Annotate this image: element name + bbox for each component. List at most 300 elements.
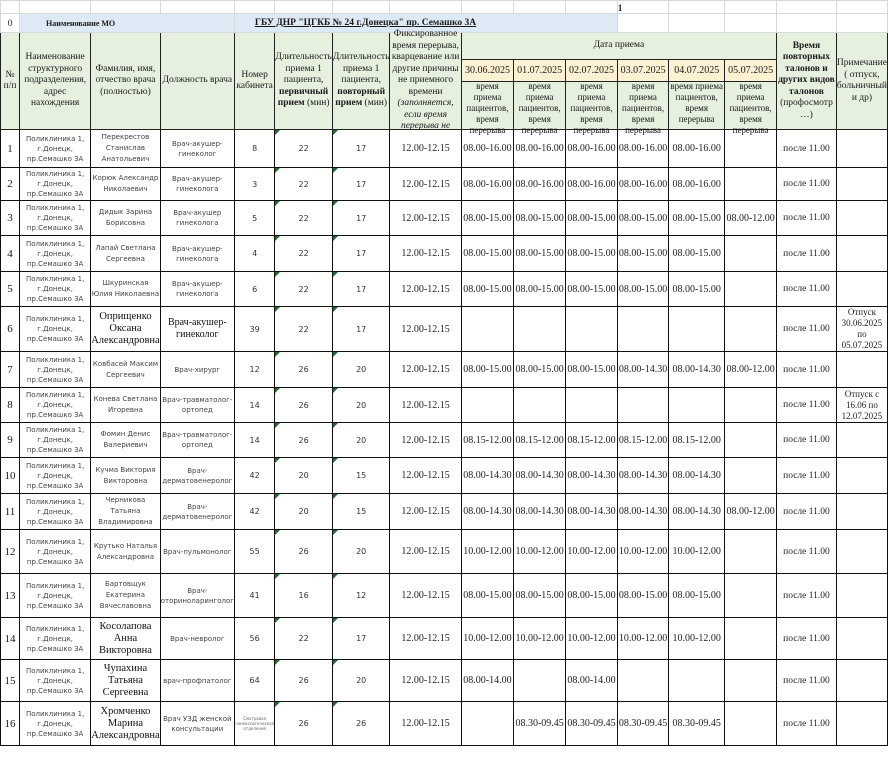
day-schedule-cell[interactable] <box>617 388 668 423</box>
repeat-tickets-cell[interactable]: после 11.00 <box>777 423 837 458</box>
header-primary-duration[interactable] <box>275 33 333 130</box>
day-schedule-cell[interactable]: 08.00-15.00 <box>461 201 513 236</box>
repeat-duration-cell[interactable] <box>332 423 390 458</box>
day-schedule-cell[interactable]: 08.00-15.00 <box>514 272 566 307</box>
day-schedule-cell[interactable]: 08.00-15.00 <box>514 574 566 618</box>
repeat-duration-cell[interactable] <box>332 352 390 388</box>
note-cell[interactable] <box>836 702 887 746</box>
header-date-4[interactable]: 04.07.2025 <box>669 60 725 82</box>
department-cell[interactable]: Поликлиника 1, г.Донецк, пр.Семашко 3А <box>20 458 91 494</box>
day-schedule-cell[interactable]: 10.00-12.00 <box>566 530 618 574</box>
doctor-name-cell[interactable]: Корюк Александр Николаевич <box>91 168 160 201</box>
header-date-3[interactable]: 03.07.2025 <box>617 60 668 82</box>
day-schedule-cell[interactable]: 08.00-14.30 <box>566 494 618 530</box>
day-schedule-cell[interactable]: 08.00-15.00 <box>669 272 725 307</box>
cell[interactable] <box>725 1 777 14</box>
department-cell[interactable]: Поликлиника 1, г.Донецк, пр.Семашко 3А <box>20 423 91 458</box>
header-date-sub-1[interactable] <box>514 80 566 135</box>
department-cell[interactable]: Поликлиника 1, г.Донецк, пр.Семашко 3А <box>20 702 91 746</box>
repeat-tickets-cell[interactable]: после 11.00 <box>777 618 837 660</box>
cell[interactable] <box>1 1 20 14</box>
day-schedule-cell[interactable] <box>514 660 566 702</box>
day-schedule-cell[interactable]: 08.00-16.00 <box>514 168 566 201</box>
header-notes[interactable]: Примечание ( отпуск, больничный и др) <box>836 33 887 130</box>
day-schedule-cell[interactable] <box>725 458 777 494</box>
primary-duration-cell[interactable] <box>275 201 333 236</box>
break-cell[interactable]: 12.00-12.15 <box>390 660 461 702</box>
position-cell[interactable]: Врач-травматолог-ортопед <box>160 423 234 458</box>
day-schedule-cell[interactable]: 08.00-14.30 <box>514 458 566 494</box>
department-cell[interactable]: Поликлиника 1, г.Донецк, пр.Семашко 3А <box>20 236 91 272</box>
break-cell[interactable]: 12.00-12.15 <box>390 423 461 458</box>
row-number[interactable]: 4 <box>1 236 20 272</box>
day-schedule-cell[interactable]: 08.00-16.00 <box>617 130 668 168</box>
day-schedule-cell[interactable]: 08.00-12.00 <box>725 352 777 388</box>
day-schedule-cell[interactable]: 08.30-09.45 <box>617 702 668 746</box>
repeat-tickets-cell[interactable]: после 11.00 <box>777 458 837 494</box>
header-repeat-tickets[interactable] <box>777 33 837 130</box>
note-cell[interactable] <box>836 660 887 702</box>
day-schedule-cell[interactable] <box>566 388 618 423</box>
position-cell[interactable]: Врач-пульмонолог <box>160 530 234 574</box>
note-cell[interactable] <box>836 168 887 201</box>
repeat-tickets-cell[interactable]: после 11.00 <box>777 272 837 307</box>
repeat-duration-cell[interactable] <box>332 494 390 530</box>
department-cell[interactable]: Поликлиника 1, г.Донецк, пр.Семашко 3А <box>20 530 91 574</box>
repeat-duration-cell[interactable] <box>332 307 390 352</box>
cell[interactable] <box>234 1 274 14</box>
break-cell[interactable]: 12.00-12.15 <box>390 168 461 201</box>
repeat-duration-cell[interactable] <box>332 702 390 746</box>
repeat-duration-cell[interactable] <box>332 574 390 618</box>
day-schedule-cell[interactable]: 08.15-12.00 <box>514 423 566 458</box>
header-position[interactable]: Должность врача <box>160 33 234 130</box>
header-room[interactable]: Номер кабинета <box>234 33 274 130</box>
day-schedule-cell[interactable]: 08.00-16.00 <box>669 130 725 168</box>
break-cell[interactable]: 12.00-12.15 <box>390 388 461 423</box>
day-schedule-cell[interactable]: 08.00-15.00 <box>566 352 618 388</box>
day-schedule-cell[interactable] <box>725 660 777 702</box>
note-cell[interactable] <box>836 201 887 236</box>
day-schedule-cell[interactable] <box>669 307 725 352</box>
cell[interactable] <box>20 1 91 14</box>
doctor-name-cell[interactable]: Фомин Денис Валериевич <box>91 423 160 458</box>
repeat-duration-cell[interactable] <box>332 201 390 236</box>
primary-duration-cell[interactable] <box>275 458 333 494</box>
doctor-name-cell[interactable]: Чупахина Татьяна Сергеевна <box>91 660 160 702</box>
break-cell[interactable]: 12.00-12.15 <box>390 307 461 352</box>
primary-duration-cell[interactable] <box>275 236 333 272</box>
doctor-name-cell[interactable]: Бартовщук Екатерина Вячеславовна <box>91 574 160 618</box>
day-schedule-cell[interactable]: 08.00-14.30 <box>617 458 668 494</box>
day-schedule-cell[interactable]: 08.00-15.00 <box>514 352 566 388</box>
position-cell[interactable]: Врач-травматолог-ортопед <box>160 388 234 423</box>
repeat-tickets-cell[interactable]: после 11.00 <box>777 307 837 352</box>
day-schedule-cell[interactable]: 08.00-15.00 <box>617 201 668 236</box>
day-schedule-cell[interactable] <box>725 236 777 272</box>
repeat-duration-cell[interactable] <box>332 130 390 168</box>
doctor-name-cell[interactable]: Оприщенко Оксана Александровна <box>91 307 160 352</box>
day-schedule-cell[interactable]: 08.00-14.30 <box>461 494 513 530</box>
header-date-group[interactable]: Дата приема <box>461 33 776 60</box>
primary-duration-cell[interactable] <box>275 574 333 618</box>
day-schedule-cell[interactable]: 08.00-14.30 <box>617 494 668 530</box>
day-schedule-cell[interactable] <box>461 307 513 352</box>
day-schedule-cell[interactable]: 08.00-15.00 <box>669 236 725 272</box>
note-cell[interactable]: Отпуск с 16.06 по 12.07.2025 <box>836 388 887 423</box>
cell[interactable] <box>777 14 837 33</box>
row-number[interactable]: 2 <box>1 168 20 201</box>
day-schedule-cell[interactable]: 08.30-09.45 <box>514 702 566 746</box>
department-cell[interactable]: Поликлиника 1, г.Донецк, пр.Семашко 3А <box>20 201 91 236</box>
day-schedule-cell[interactable] <box>617 307 668 352</box>
note-cell[interactable] <box>836 272 887 307</box>
department-cell[interactable]: Поликлиника 1, г.Донецк, пр.Семашко 3А <box>20 352 91 388</box>
note-cell[interactable] <box>836 530 887 574</box>
repeat-duration-cell[interactable] <box>332 530 390 574</box>
department-cell[interactable]: Поликлиника 1, г.Донецк, пр.Семашко 3А <box>20 494 91 530</box>
day-schedule-cell[interactable] <box>617 660 668 702</box>
cell[interactable] <box>91 1 160 14</box>
break-cell[interactable]: 12.00-12.15 <box>390 530 461 574</box>
room-cell[interactable]: 5 <box>234 201 274 236</box>
day-schedule-cell[interactable]: 08.00-15.00 <box>617 272 668 307</box>
day-schedule-cell[interactable]: 08.00-15.00 <box>566 574 618 618</box>
room-cell[interactable]: Смотровая гинекологическая отделения <box>234 702 274 746</box>
header-date-sub-2[interactable] <box>566 80 618 135</box>
day-schedule-cell[interactable]: 08.30-09.45 <box>566 702 618 746</box>
cell[interactable] <box>332 1 390 14</box>
day-schedule-cell[interactable]: 08.00-14.30 <box>617 352 668 388</box>
note-cell[interactable] <box>836 236 887 272</box>
cell[interactable] <box>566 1 618 14</box>
day-schedule-cell[interactable]: 08.00-16.00 <box>566 130 618 168</box>
day-schedule-cell[interactable]: 10.00-12.00 <box>514 530 566 574</box>
day-schedule-cell[interactable]: 08.00-14.30 <box>669 352 725 388</box>
row-number[interactable]: 1 <box>1 130 20 168</box>
department-cell[interactable]: Поликлиника 1, г.Донецк, пр.Семашко 3А <box>20 168 91 201</box>
cell[interactable] <box>777 1 837 14</box>
row-number[interactable]: 10 <box>1 458 20 494</box>
day-schedule-cell[interactable]: 08.00-14.00 <box>566 660 618 702</box>
day-schedule-cell[interactable]: 10.00-12.00 <box>566 618 618 660</box>
day-schedule-cell[interactable]: 08.00-15.00 <box>461 272 513 307</box>
primary-duration-cell[interactable] <box>275 272 333 307</box>
day-schedule-cell[interactable] <box>725 423 777 458</box>
day-schedule-cell[interactable]: 08.00-14.30 <box>566 458 618 494</box>
day-schedule-cell[interactable]: 08.00-16.00 <box>461 168 513 201</box>
row-number[interactable]: 11 <box>1 494 20 530</box>
row-number[interactable]: 9 <box>1 423 20 458</box>
cell[interactable] <box>461 1 513 14</box>
day-schedule-cell[interactable]: 08.00-12.00 <box>725 494 777 530</box>
day-schedule-cell[interactable] <box>725 618 777 660</box>
header-date-sub-4[interactable] <box>669 82 725 130</box>
repeat-tickets-cell[interactable]: после 11.00 <box>777 352 837 388</box>
doctor-name-cell[interactable]: Ковбасей Максим Сергеевич <box>91 352 160 388</box>
repeat-tickets-cell[interactable]: после 11.00 <box>777 660 837 702</box>
day-schedule-cell[interactable]: 10.00-12.00 <box>514 618 566 660</box>
room-cell[interactable]: 3 <box>234 168 274 201</box>
repeat-duration-cell[interactable] <box>332 236 390 272</box>
room-cell[interactable]: 4 <box>234 236 274 272</box>
cell[interactable] <box>669 1 725 14</box>
room-cell[interactable]: 8 <box>234 130 274 168</box>
repeat-tickets-cell[interactable]: после 11.00 <box>777 388 837 423</box>
department-cell[interactable]: Поликлиника 1, г.Донецк, пр.Семашко 3А <box>20 660 91 702</box>
header-doctor[interactable]: Фамилия, имя, отчество врача (полностью) <box>91 33 160 130</box>
header-date-2[interactable]: 02.07.2025 <box>566 60 618 82</box>
note-cell[interactable] <box>836 130 887 168</box>
repeat-tickets-cell[interactable]: после 11.00 <box>777 236 837 272</box>
break-cell[interactable]: 12.00-12.15 <box>390 236 461 272</box>
position-cell[interactable]: врач-профпатолог <box>160 660 234 702</box>
day-schedule-cell[interactable] <box>566 307 618 352</box>
day-schedule-cell[interactable] <box>461 388 513 423</box>
position-cell[interactable]: Врач УЗД женской консультации <box>160 702 234 746</box>
position-cell[interactable]: Врач-акушер гинеколога <box>160 201 234 236</box>
break-cell[interactable]: 12.00-12.15 <box>390 201 461 236</box>
doctor-name-cell[interactable]: Косолапова Анна Викторовна <box>91 618 160 660</box>
cell[interactable] <box>617 14 668 33</box>
note-cell[interactable]: Отпуск 30.06.2025 по 05.07.2025 <box>836 307 887 352</box>
day-schedule-cell[interactable] <box>725 272 777 307</box>
room-cell[interactable]: 42 <box>234 494 274 530</box>
note-cell[interactable] <box>836 423 887 458</box>
header-date-sub-3[interactable] <box>617 80 668 135</box>
room-cell[interactable]: 42 <box>234 458 274 494</box>
day-schedule-cell[interactable]: 08.00-15.00 <box>461 236 513 272</box>
top-marker[interactable]: 1 <box>617 1 668 14</box>
cell[interactable] <box>160 1 234 14</box>
row-number[interactable]: 16 <box>1 702 20 746</box>
position-cell[interactable]: Врач-хирург <box>160 352 234 388</box>
header-date-sub-5[interactable] <box>725 80 777 135</box>
position-cell[interactable]: Врач-акушер-гинеколог <box>160 130 234 168</box>
day-schedule-cell[interactable]: 08.00-16.00 <box>669 168 725 201</box>
room-cell[interactable]: 55 <box>234 530 274 574</box>
primary-duration-cell[interactable] <box>275 660 333 702</box>
break-cell[interactable]: 12.00-12.15 <box>390 272 461 307</box>
position-cell[interactable]: Врач-акушер-гинеколога <box>160 272 234 307</box>
repeat-tickets-cell[interactable]: после 11.00 <box>777 574 837 618</box>
primary-duration-cell[interactable] <box>275 352 333 388</box>
header-num[interactable]: № п/п <box>1 33 20 130</box>
repeat-tickets-cell[interactable]: после 11.00 <box>777 530 837 574</box>
day-schedule-cell[interactable]: 10.00-12.00 <box>669 530 725 574</box>
day-schedule-cell[interactable]: 08.00-15.00 <box>566 272 618 307</box>
break-cell[interactable]: 12.00-12.15 <box>390 130 461 168</box>
repeat-duration-cell[interactable] <box>332 458 390 494</box>
repeat-tickets-cell[interactable]: после 11.00 <box>777 168 837 201</box>
row-number[interactable]: 12 <box>1 530 20 574</box>
break-cell[interactable]: 12.00-12.15 <box>390 352 461 388</box>
position-cell[interactable]: Врач-дерматовенеролог <box>160 494 234 530</box>
doctor-name-cell[interactable]: Конева Светлана Игоревна <box>91 388 160 423</box>
day-schedule-cell[interactable]: 08.00-14.30 <box>461 458 513 494</box>
department-cell[interactable]: Поликлиника 1, г.Донецк, пр.Семашко 3А <box>20 388 91 423</box>
day-schedule-cell[interactable]: 08.00-15.00 <box>566 236 618 272</box>
day-schedule-cell[interactable]: 08.15-12.00 <box>617 423 668 458</box>
primary-duration-cell[interactable] <box>275 388 333 423</box>
position-cell[interactable]: Врач-оториноларинголог <box>160 574 234 618</box>
repeat-tickets-cell[interactable]: после 11.00 <box>777 201 837 236</box>
department-cell[interactable]: Поликлиника 1, г.Донецк, пр.Семашко 3А <box>20 618 91 660</box>
doctor-name-cell[interactable]: Шкуринская Юлия Николаевна <box>91 272 160 307</box>
mo-row-number[interactable]: 0 <box>1 14 20 33</box>
day-schedule-cell[interactable]: 08.00-16.00 <box>514 130 566 168</box>
day-schedule-cell[interactable]: 08.15-12.00 <box>461 423 513 458</box>
row-number[interactable]: 5 <box>1 272 20 307</box>
room-cell[interactable]: 14 <box>234 423 274 458</box>
day-schedule-cell[interactable]: 08.00-15.00 <box>617 574 668 618</box>
header-date-sub-0[interactable] <box>461 80 513 135</box>
day-schedule-cell[interactable]: 08.00-15.00 <box>669 201 725 236</box>
day-schedule-cell[interactable] <box>514 307 566 352</box>
mo-label[interactable]: Наименование МО <box>20 14 235 33</box>
primary-duration-cell[interactable] <box>275 618 333 660</box>
day-schedule-cell[interactable] <box>669 660 725 702</box>
day-schedule-cell[interactable]: 10.00-12.00 <box>617 530 668 574</box>
department-cell[interactable]: Поликлиника 1, г.Донецк, пр.Семашко 3А <box>20 130 91 168</box>
day-schedule-cell[interactable]: 08.00-14.30 <box>669 494 725 530</box>
break-cell[interactable]: 12.00-12.15 <box>390 458 461 494</box>
day-schedule-cell[interactable]: 08.00-16.00 <box>566 168 618 201</box>
doctor-name-cell[interactable]: Перекрестов Станислав Анатольевич <box>91 130 160 168</box>
header-break[interactable] <box>390 29 461 131</box>
cell[interactable] <box>836 1 887 14</box>
room-cell[interactable]: 12 <box>234 352 274 388</box>
room-cell[interactable]: 41 <box>234 574 274 618</box>
cell[interactable] <box>725 14 777 33</box>
break-cell[interactable]: 12.00-12.15 <box>390 702 461 746</box>
day-schedule-cell[interactable] <box>725 168 777 201</box>
day-schedule-cell[interactable]: 10.00-12.00 <box>461 618 513 660</box>
header-department[interactable]: Наименование структурного подразделения, адрес нахождения <box>20 33 91 130</box>
header-date-5[interactable]: 05.07.2025 <box>725 60 777 82</box>
department-cell[interactable]: Поликлиника 1, г.Донецк, пр.Семашко 3А <box>20 307 91 352</box>
note-cell[interactable] <box>836 352 887 388</box>
header-date-0[interactable]: 30.06.2025 <box>461 60 513 82</box>
position-cell[interactable]: Врач-акушер-гинеколога <box>160 236 234 272</box>
day-schedule-cell[interactable]: 08.00-15.00 <box>514 236 566 272</box>
primary-duration-cell[interactable] <box>275 530 333 574</box>
day-schedule-cell[interactable]: 08.00-14.30 <box>669 458 725 494</box>
day-schedule-cell[interactable] <box>725 307 777 352</box>
room-cell[interactable]: 14 <box>234 388 274 423</box>
room-cell[interactable]: 56 <box>234 618 274 660</box>
header-date-1[interactable]: 01.07.2025 <box>514 60 566 82</box>
room-cell[interactable]: 39 <box>234 307 274 352</box>
day-schedule-cell[interactable] <box>669 388 725 423</box>
room-cell[interactable]: 64 <box>234 660 274 702</box>
mo-title[interactable]: ГБУ ДНР "ЦГКБ № 24 г.Донецка" пр. Семашко 3А <box>234 14 617 33</box>
day-schedule-cell[interactable]: 08.00-15.00 <box>461 574 513 618</box>
cell[interactable] <box>669 14 725 33</box>
repeat-duration-cell[interactable] <box>332 168 390 201</box>
cell[interactable] <box>275 1 333 14</box>
day-schedule-cell[interactable]: 08.00-12.00 <box>725 201 777 236</box>
day-schedule-cell[interactable]: 08.00-15.00 <box>461 352 513 388</box>
primary-duration-cell[interactable] <box>275 130 333 168</box>
day-schedule-cell[interactable] <box>725 388 777 423</box>
day-schedule-cell[interactable]: 08.00-14.00 <box>461 660 513 702</box>
day-schedule-cell[interactable]: 08.00-15.00 <box>669 574 725 618</box>
doctor-name-cell[interactable]: Черникова Татьяна Владимировна <box>91 494 160 530</box>
note-cell[interactable] <box>836 618 887 660</box>
row-number[interactable]: 3 <box>1 201 20 236</box>
day-schedule-cell[interactable]: 08.30-09.45 <box>669 702 725 746</box>
doctor-name-cell[interactable]: Дидык Зарина Борисовна <box>91 201 160 236</box>
department-cell[interactable]: Поликлиника 1, г.Донецк, пр.Семашко 3А <box>20 272 91 307</box>
day-schedule-cell[interactable] <box>514 388 566 423</box>
day-schedule-cell[interactable] <box>725 530 777 574</box>
room-cell[interactable]: 6 <box>234 272 274 307</box>
position-cell[interactable]: Врач-дерматовенеролог <box>160 458 234 494</box>
cell[interactable] <box>514 1 566 14</box>
department-cell[interactable]: Поликлиника 1, г.Донецк, пр.Семашко 3А <box>20 574 91 618</box>
day-schedule-cell[interactable]: 08.15-12.00 <box>669 423 725 458</box>
repeat-duration-cell[interactable] <box>332 388 390 423</box>
break-cell[interactable]: 12.00-12.15 <box>390 494 461 530</box>
break-cell[interactable]: 12.00-12.15 <box>390 618 461 660</box>
repeat-tickets-cell[interactable]: после 11.00 <box>777 702 837 746</box>
doctor-name-cell[interactable]: Лапай Светлана Сергеевна <box>91 236 160 272</box>
day-schedule-cell[interactable]: 08.00-15.00 <box>514 201 566 236</box>
row-number[interactable]: 13 <box>1 574 20 618</box>
primary-duration-cell[interactable] <box>275 168 333 201</box>
position-cell[interactable]: Врач-невролог <box>160 618 234 660</box>
row-number[interactable]: 15 <box>1 660 20 702</box>
note-cell[interactable] <box>836 494 887 530</box>
cell[interactable] <box>836 14 887 33</box>
note-cell[interactable] <box>836 458 887 494</box>
day-schedule-cell[interactable] <box>461 702 513 746</box>
position-cell[interactable]: Врач-акушер-гинеколога <box>160 168 234 201</box>
day-schedule-cell[interactable]: 10.00-12.00 <box>617 618 668 660</box>
primary-duration-cell[interactable] <box>275 494 333 530</box>
doctor-name-cell[interactable]: Хромченко Марина Александровна <box>91 702 160 746</box>
repeat-tickets-cell[interactable]: после 11.00 <box>777 494 837 530</box>
day-schedule-cell[interactable] <box>725 702 777 746</box>
day-schedule-cell[interactable]: 08.00-14.30 <box>514 494 566 530</box>
header-repeat-duration[interactable] <box>332 33 390 130</box>
day-schedule-cell[interactable]: 10.00-12.00 <box>669 618 725 660</box>
day-schedule-cell[interactable]: 08.00-16.00 <box>617 168 668 201</box>
note-cell[interactable] <box>836 574 887 618</box>
doctor-name-cell[interactable]: Крутько Наталья Александровна <box>91 530 160 574</box>
day-schedule-cell[interactable]: 08.00-15.00 <box>617 236 668 272</box>
position-cell[interactable]: Врач-акушер-гинеколог <box>160 307 234 352</box>
repeat-duration-cell[interactable] <box>332 272 390 307</box>
day-schedule-cell[interactable]: 08.00-15.00 <box>566 201 618 236</box>
row-number[interactable]: 8 <box>1 388 20 423</box>
row-number[interactable]: 6 <box>1 307 20 352</box>
cell[interactable] <box>390 1 461 14</box>
primary-duration-cell[interactable] <box>275 423 333 458</box>
row-number[interactable]: 14 <box>1 618 20 660</box>
day-schedule-cell[interactable]: 08.15-12.00 <box>566 423 618 458</box>
primary-duration-cell[interactable] <box>275 702 333 746</box>
repeat-duration-cell[interactable] <box>332 660 390 702</box>
doctor-name-cell[interactable]: Кучма Виктория Викторовна <box>91 458 160 494</box>
break-cell[interactable]: 12.00-12.15 <box>390 574 461 618</box>
day-schedule-cell[interactable]: 08.00-16.00 <box>461 130 513 168</box>
repeat-duration-cell[interactable] <box>332 618 390 660</box>
row-number[interactable]: 7 <box>1 352 20 388</box>
day-schedule-cell[interactable] <box>725 574 777 618</box>
repeat-tickets-cell[interactable]: после 11.00 <box>777 130 837 168</box>
